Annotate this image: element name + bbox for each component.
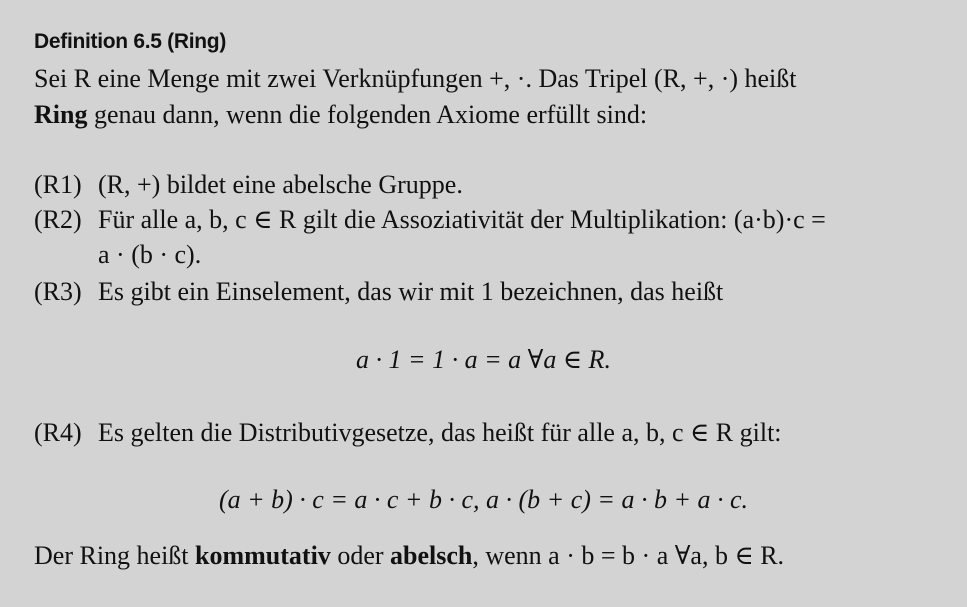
axiom-r1 — [34, 170, 463, 200]
axiom-r4-formula: (a + b) · c = a · c + b · c, a · (b + c) = a · b + a · c. — [218, 485, 749, 514]
axiom-label: (R4) — [34, 418, 82, 447]
intro-line-1: Sei R eine Menge mit zwei Verknüpfungen +, ·. Das Tripel (R, +, ·) heißt — [34, 64, 797, 93]
axiom-text: Es gelten die Distributivgesetze, das heißt für alle a, b, c ∈ R gilt: — [98, 418, 782, 447]
axiom-text: (R, +) bildet eine abelsche Gruppe. — [98, 170, 463, 199]
closing-line — [34, 541, 784, 571]
axiom-r2 — [34, 205, 826, 235]
ring-term: Ring — [34, 100, 88, 129]
intro-line-2-rest: genau dann, wenn die folgenden Axiome erfüllt sind: — [87, 100, 648, 129]
axiom-r4 — [34, 418, 782, 448]
closing-prefix: Der Ring heißt — [34, 541, 196, 570]
axiom-text: Es gibt ein Einselement, das wir mit 1 bezeichnen, das heißt — [98, 277, 724, 306]
axiom-r3-formula: a · 1 = 1 · a = a ∀a ∈ R. — [356, 345, 611, 374]
axiom-label: (R3) — [34, 277, 82, 306]
definition-title: Definition 6.5 (Ring) — [34, 30, 227, 53]
axiom-r2-continuation: a · (b · c). — [98, 240, 202, 269]
axiom-label: (R2) — [34, 205, 82, 234]
axiom-r3 — [34, 277, 723, 307]
intro-line-2 — [34, 100, 647, 130]
commutative-term: kommutativ — [195, 541, 331, 570]
axiom-label: (R1) — [34, 170, 82, 199]
axiom-text: Für alle a, b, c ∈ R gilt die Assoziativität der Multiplikation: (a·b)·c = — [98, 205, 826, 234]
abelian-term: abelsch — [390, 541, 473, 570]
closing-suffix: , wenn a · b = b · a ∀a, b ∈ R. — [472, 541, 785, 570]
closing-middle: oder — [330, 541, 391, 570]
